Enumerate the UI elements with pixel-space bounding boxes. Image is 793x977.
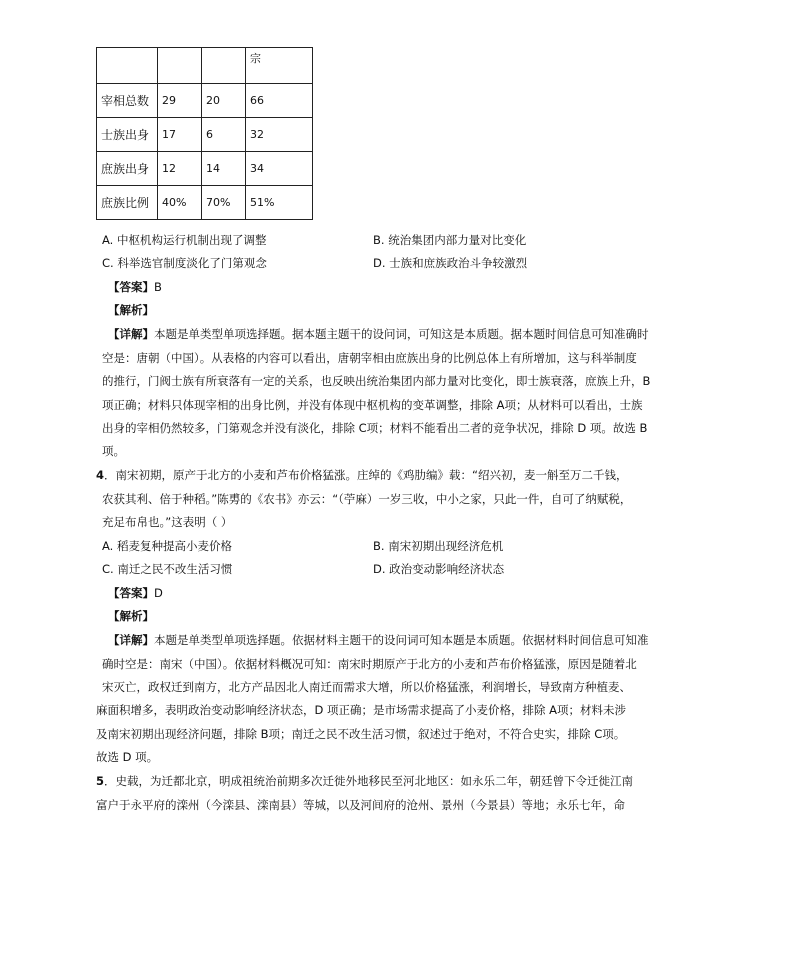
chancellor-origin-table <box>96 47 313 220</box>
answer-tag: 【答案】 <box>108 280 154 294</box>
table-row <box>97 84 313 118</box>
table-cell: 34 <box>246 152 313 186</box>
q3-detail-line <box>108 326 649 342</box>
detail-text: 本题是单类型单项选择题。依据材料主题干的设问词可知本题是本质题。依据材料时间信息可知准 <box>154 633 649 647</box>
q4-option-d: D. 政治变动影响经济状态 <box>373 562 505 576</box>
q3-detail-line: 出身的宰相仍然较多，门第观念并没有淡化，排除 C项；材料不能看出二者的竞争状况，排除 D 项。故选 B <box>102 421 648 435</box>
q4-detail-line: 麻面积增多，表明政治变动影响经济状态，D 项正确；是市场需求提高了小麦价格，排除 A项；材料未涉 <box>96 703 627 717</box>
question-number: 4 <box>96 468 105 482</box>
q3-option-b: B. 统治集团内部力量对比变化 <box>373 233 527 247</box>
table-header-row <box>97 48 313 84</box>
table-cell: 51% <box>246 186 313 220</box>
q4-detail-line <box>108 632 649 648</box>
detail-tag: 【详解】 <box>108 633 154 647</box>
table-cell: 29 <box>158 84 202 118</box>
table-row <box>97 152 313 186</box>
row-label: 庶族比例 <box>97 186 158 220</box>
table-cell: 32 <box>246 118 313 152</box>
detail-text: 本题是单类型单项选择题。据本题主题干的设问词，可知这是本质题。据本题时间信息可知准确时 <box>154 327 649 341</box>
table-cell: 12 <box>158 152 202 186</box>
table-row <box>97 118 313 152</box>
table-row <box>97 186 313 220</box>
q4-stem-line: 农获其利、倍于种稻。”陈旉的《农书》亦云：“（苧麻）一岁三收，中小之家，只此一件，自可了纳赋税， <box>102 492 632 506</box>
q3-option-a: A. 中枢机构运行机制出现了调整 <box>102 233 267 247</box>
q4-stem-line <box>96 467 627 483</box>
q4-detail-line: 宋灭亡，政权迁到南方，北方产品因北人南迁而需求大增，所以价格猛涨，利润增长，导致南方种植麦、 <box>102 680 631 694</box>
q4-detail-line: 确时空是：南宋（中国）。依据材料概况可知：南宋时期原产于北方的小麦和芦布价格猛涨，原因是随着北 <box>102 657 637 671</box>
q4-stem-line: 充足布帛也。”这表明（ ） <box>102 515 233 529</box>
table-cell: 14 <box>202 152 246 186</box>
q3-detail-line: 空是：唐朝（中国）。从表格的内容可以看出，唐朝宰相由庶族出身的比例总体上有所增加，这与科举制度 <box>102 351 637 365</box>
table-cell: 17 <box>158 118 202 152</box>
q4-option-a: A. 稻麦复种提高小麦价格 <box>102 539 232 553</box>
q3-detail-line: 项。 <box>102 444 125 458</box>
q3-answer <box>108 279 162 295</box>
row-label: 士族出身 <box>97 118 158 152</box>
detail-tag: 【详解】 <box>108 327 154 341</box>
question-number: 5 <box>96 774 105 788</box>
q4-answer <box>108 585 163 601</box>
row-label: 庶族出身 <box>97 152 158 186</box>
table-cell: 66 <box>246 84 313 118</box>
table-header-cell <box>158 48 202 84</box>
q4-detail-line: 故选 D 项。 <box>96 750 159 764</box>
table-cell: 20 <box>202 84 246 118</box>
q5-stem-line <box>96 773 633 789</box>
q3-detail-line: 项正确；材料只体现宰相的出身比例，并没有体现中枢机构的变革调整，排除 A项；从材料可以看出，士族 <box>102 398 643 412</box>
q3-option-c: C. 科举选官制度淡化了门第观念 <box>102 256 267 270</box>
q4-option-b: B. 南宋初期出现经济危机 <box>373 539 504 553</box>
answer-tag: 【答案】 <box>108 586 154 600</box>
q5-stem-line: 富户于永平府的滦州（今滦县、滦南县）等城，以及河间府的沧州、景州（今景县）等地；永乐七年，命 <box>96 798 625 812</box>
table-cell: 70% <box>202 186 246 220</box>
stem-text: ．史载，为迁都北京，明成祖统治前期多次迁徙外地移民至河北地区：如永乐二年，朝廷曾下令迁徙江南 <box>104 774 634 788</box>
q3-analysis-tag: 【解析】 <box>108 303 154 317</box>
answer-value: D <box>154 586 163 600</box>
table-header-cell <box>97 48 158 84</box>
q4-detail-line: 及南宋初期出现经济问题，排除 B项；南迁之民不改生活习惯，叙述过于绝对，不符合史实，排除 C项。 <box>96 727 626 741</box>
q4-analysis-tag: 【解析】 <box>108 609 154 623</box>
table-cell: 6 <box>202 118 246 152</box>
stem-text: ．南宋初期，原产于北方的小麦和芦布价格猛涨。庄绰的《鸡肋编》载：“绍兴初，麦一斛至万二千钱， <box>104 468 628 482</box>
row-label: 宰相总数 <box>97 84 158 118</box>
answer-value: B <box>154 280 162 294</box>
q3-detail-line: 的推行，门阀士族有所衰落有一定的关系，也反映出统治集团内部力量对比变化，即士族衰落，庶族上升，B <box>102 374 651 388</box>
table-header-cell <box>202 48 246 84</box>
table-header-cell: 宗 <box>246 48 313 84</box>
table-cell: 40% <box>158 186 202 220</box>
q4-option-c: C. 南迁之民不改生活习惯 <box>102 562 233 576</box>
q3-option-d: D. 士族和庶族政治斗争较激烈 <box>373 256 528 270</box>
